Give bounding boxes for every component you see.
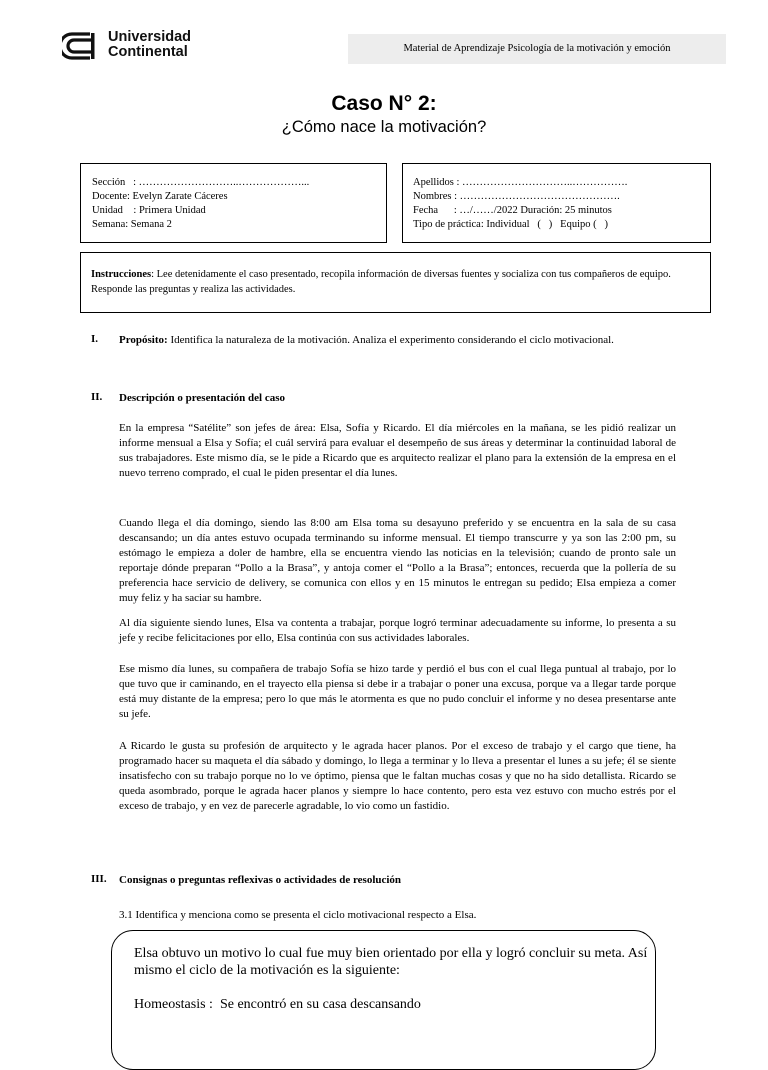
- university-logo: [62, 30, 207, 64]
- answer-homeostasis: Homeostasis : Se encontró en su casa descansando: [134, 997, 421, 1012]
- instructions-box: [80, 252, 711, 313]
- student-info-box: [402, 163, 711, 243]
- section3-number: III.: [91, 873, 107, 885]
- section1-number: I.: [91, 333, 99, 345]
- header-banner-text: Material de Aprendizaje Psicología de la motivación y emoción: [403, 43, 671, 54]
- case-paragraph-3: Al día siguiente siendo lunes, Elsa va contenta a trabajar, porque logró terminar adecuadamente su informe, lo presenta a su jefe y recibe felicitaciones por ello, Elsa continúa con sus actividades laborales.: [119, 617, 676, 644]
- week-line: Semana: Semana 2: [92, 219, 172, 230]
- instructions-label: Instrucciones: [91, 269, 152, 280]
- name-line: Nombres : ……………………………………….: [413, 191, 620, 202]
- unit-line: Unidad : Primera Unidad: [92, 205, 206, 216]
- answer-text: Elsa obtuvo un motivo lo cual fue muy bien orientado por ella y logró concluir su meta. Así mismo el ciclo de la motivación es la siguiente:: [134, 946, 648, 978]
- section1-label: Propósito:: [119, 334, 168, 346]
- section-line: Sección : ………………………..………………...: [92, 177, 310, 188]
- surname-line: Apellidos : …………………………..…………….: [413, 177, 628, 188]
- question-3-1: 3.1 Identifica y menciona como se presenta el ciclo motivacional respecto a Elsa.: [119, 909, 477, 921]
- logo-line1: Universidad: [108, 29, 191, 45]
- case-paragraph-5: A Ricardo le gusta su profesión de arquitecto y le agrada hacer planos. Por el exceso de trabajo y el cargo que tiene, ha programado hacer su maqueta el día sábado y domingo, lo llega a terminar y lo lleva a presentar el lunes a su jefe; él se siente insatisfecho con su trabajo porque no lo ve óptimo, piensa que le faltan muchas cosas y que no ha sido detallista. Ricardo se queda asombrado, porque le agrada hacer planos y siempre lo hace contento, pero esta vez estuvo con mucho estrés por el exceso de trabajo, y en vez de parecerle agradable, lo vio como un fastidio.: [119, 740, 676, 812]
- logo-line2: Continental: [108, 44, 188, 60]
- header-banner: [348, 34, 726, 64]
- case-paragraph-4: Ese mismo día lunes, su compañera de trabajo Sofía se hizo tarde y perdió el bus con el cual llega puntual al trabajo, por lo que tuvo que ir caminando, en el trayecto ella piensa si debe ir a trabajar o poner una excusa, porque va a llegar tarde porque está muy distante de la empresa; pero lo que más le atormenta es que no pudo concluir el informe y no desea presentarse ante su jefe.: [119, 663, 676, 720]
- section1-text: Identifica la naturaleza de la motivación. Analiza el experimento considerando el ciclo motivacional.: [167, 334, 614, 346]
- practice-type-line: Tipo de práctica: Individual ( ) Equipo ( ): [413, 219, 608, 230]
- case-paragraph-1: En la empresa “Satélite” son jefes de área: Elsa, Sofía y Ricardo. El día miércoles en la mañana, se les pidió realizar un informe mensual a Elsa y Sofía; el cuál servirá para evaluar el desempeño de sus áreas y determinar la continuidad laboral de sus trabajadores. Este mismo día, se le pide a Ricardo que es arquitecto realizar el plano para la extensión de la empresa en el nuevo terreno comprado, el cual le piden presentar el día lunes.: [119, 422, 676, 479]
- case-paragraph-2: Cuando llega el día domingo, siendo las 8:00 am Elsa toma su desayuno preferido y se encuentra en la sala de su casa descansando; un día antes estuvo ocupada terminando su informe mensual. El tiempo transcurre y ya son las 2:00 pm, su estómago le empieza a doler de hambre, ella se encuentra viendo las noticias en la televisión; cuando de pronto sale un reportaje dónde preparan “Pollo a la Brasa”, y antoja comer el “Pollo a la Brasa”; entonces, recuerda que la pollería de su preferencia hace servicio de delivery, se comunica con ellos y en 15 minutos le entregan su pedido; Elsa empieza a comer muy feliz y ha saciar su hambre.: [119, 517, 676, 604]
- course-info-box: [80, 163, 387, 243]
- section2-heading: Descripción o presentación del caso: [119, 392, 286, 404]
- date-line: Fecha : …/……/2022 Duración: 25 minutos: [413, 205, 612, 216]
- page-subtitle: ¿Cómo nace la motivación?: [281, 118, 487, 136]
- page-title: Caso N° 2:: [331, 92, 437, 115]
- section1-purpose: [119, 333, 676, 348]
- answer-box: [111, 930, 656, 1070]
- section3-heading: Consignas o preguntas reflexivas o actividades de resolución: [119, 874, 402, 886]
- section2-number: II.: [91, 391, 103, 403]
- university-logo-icon: [62, 31, 102, 61]
- teacher-line: Docente: Evelyn Zarate Cáceres: [92, 191, 228, 202]
- instructions-text: : Lee detenidamente el caso presentado, recopila información de diversas fuentes y socializa con tus compañeros de equipo. Responde las preguntas y realiza las actividades.: [91, 269, 671, 295]
